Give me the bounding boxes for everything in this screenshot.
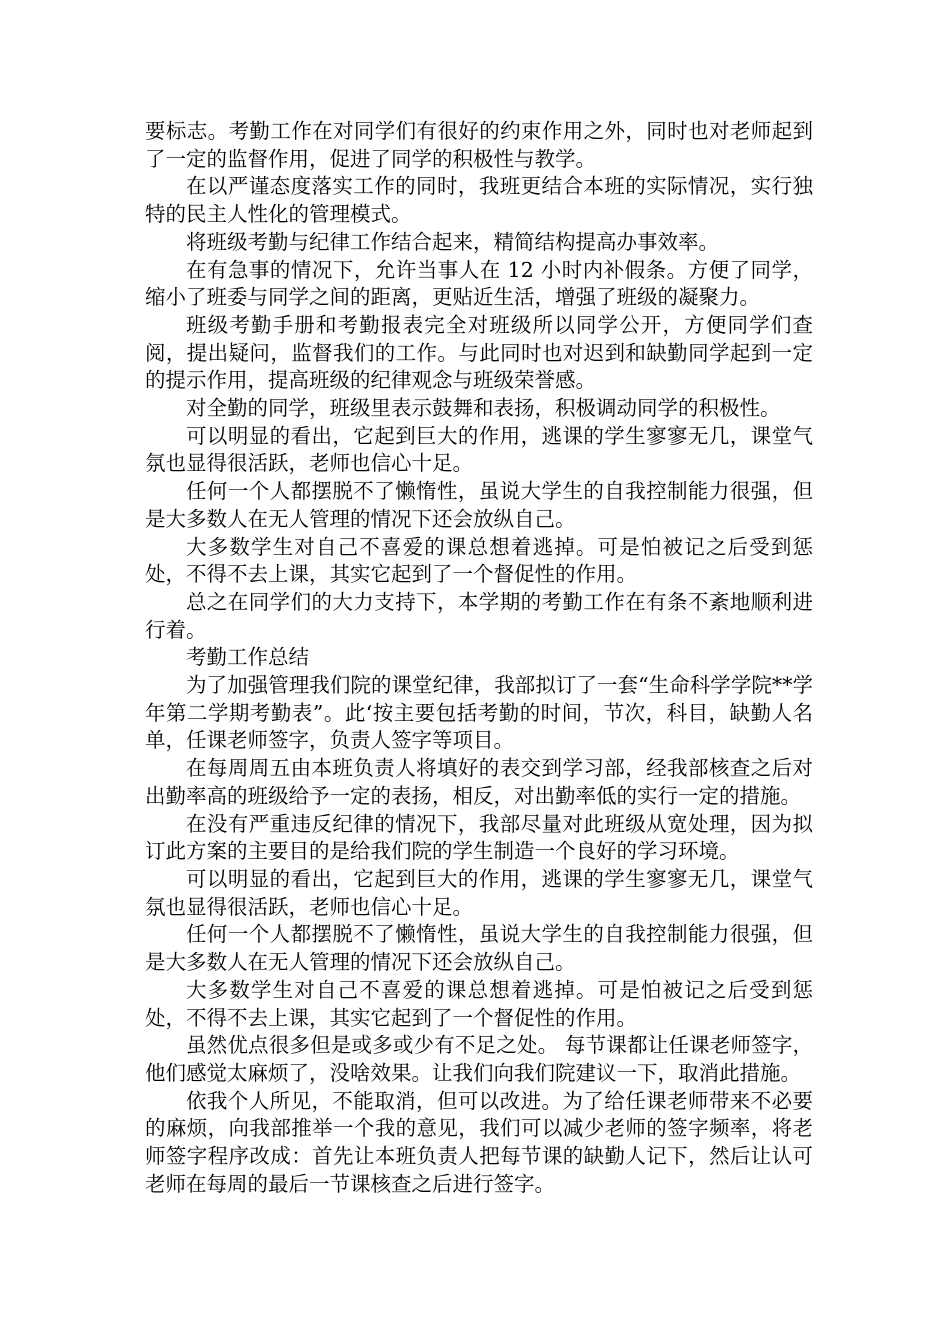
section-heading: 考勤工作总结 xyxy=(186,645,309,670)
paragraph-19: 依我个人所见，不能取消，但可以改进。为了给任课老师带来不必要的麻烦，向我部推举一个我的意见，我们可以减少老师的签字频率，将老师签字程序改成：首先让本班负责人把每节课的缺勤人记下，然后让认可老师在每周的最后一节课核查之后进行签字。 xyxy=(145,1088,813,1196)
paragraph-13: 在每周周五由本班负责人将填好的表交到学习部，经我部核查之后对出勤率高的班级给予一定的表扬，相反，对出勤率低的实行一定的措施。 xyxy=(145,756,813,808)
paragraph-14: 在没有严重违反纪律的情况下，我部尽量对此班级从宽处理，因为拟订此方案的主要目的是给我们院的学生制造一个良好的学习环境。 xyxy=(145,811,813,864)
paragraph-16: 任何一个人都摆脱不了懒惰性，虽说大学生的自我控制能力很强，但是大多数人在无人管理的情况下还会放纵自己。 xyxy=(145,922,813,975)
paragraph-4: 在有急事的情况下，允许当事人在 12 小时内补假条。方便了同学，缩小了班委与同学之间的距离，更贴近生活，增强了班级的凝聚力。 xyxy=(145,257,813,310)
paragraph-1: 要标志。考勤工作在对同学们有很好的约束作用之外，同时也对老师起到了一定的监督作用，促进了同学的积极性与教学。 xyxy=(145,119,813,171)
paragraph-8: 任何一个人都摆脱不了懒惰性，虽说大学生的自我控制能力很强，但是大多数人在无人管理的情况下还会放纵自己。 xyxy=(145,479,813,531)
paragraph-12: 为了加强管理我们院的课堂纪律，我部拟订了一套“生命科学学院**学年第二学期考勤表”。此‘按主要包括考勤的时间，节次，科目，缺勤人名单，任课老师签字，负责人签字等项目。 xyxy=(145,673,813,753)
paragraph-2: 在以严谨态度落实工作的同时，我班更结合本班的实际情况，实行独特的民主人性化的管理模式。 xyxy=(145,174,813,227)
paragraph-17: 大多数学生对自己不喜爱的课总想着逃掉。可是怕被记之后受到惩处，不得不去上课，其实它起到了一个督促性的作用。 xyxy=(145,977,813,1030)
paragraph-7: 可以明显的看出，它起到巨大的作用，逃课的学生寥寥无几，课堂气氛也显得很活跃，老师也信心十足。 xyxy=(145,423,813,476)
document-body xyxy=(145,118,813,1198)
paragraph-5: 班级考勤手册和考勤报表完全对班级所以同学公开，方便同学们查阅，提出疑问，监督我们的工作。与此同时也对迟到和缺勤同学起到一定的提示作用，提高班级的纪律观念与班级荣誉感。 xyxy=(145,312,813,393)
paragraph-10: 总之在同学们的大力支持下，本学期的考勤工作在有条不紊地顺利进行着。 xyxy=(145,589,813,642)
paragraph-6: 对全勤的同学，班级里表示鼓舞和表扬，积极调动同学的积极性。 xyxy=(186,396,781,421)
paragraph-3: 将班级考勤与纪律工作结合起来，精简结构提高办事效率。 xyxy=(186,229,719,254)
paragraph-15: 可以明显的看出，它起到巨大的作用，逃课的学生寥寥无几，课堂气氛也显得很活跃，老师也信心十足。 xyxy=(145,866,813,919)
paragraph-9: 大多数学生对自己不喜爱的课总想着逃掉。可是怕被记之后受到惩处，不得不去上课，其实它起到了一个督促性的作用。 xyxy=(145,534,813,587)
paragraph-18: 虽然优点很多但是或多或少有不足之处。 每节课都让任课老师签字，他们感觉太麻烦了，没啥效果。让我们向我们院建议一下，取消此措施。 xyxy=(145,1033,813,1085)
